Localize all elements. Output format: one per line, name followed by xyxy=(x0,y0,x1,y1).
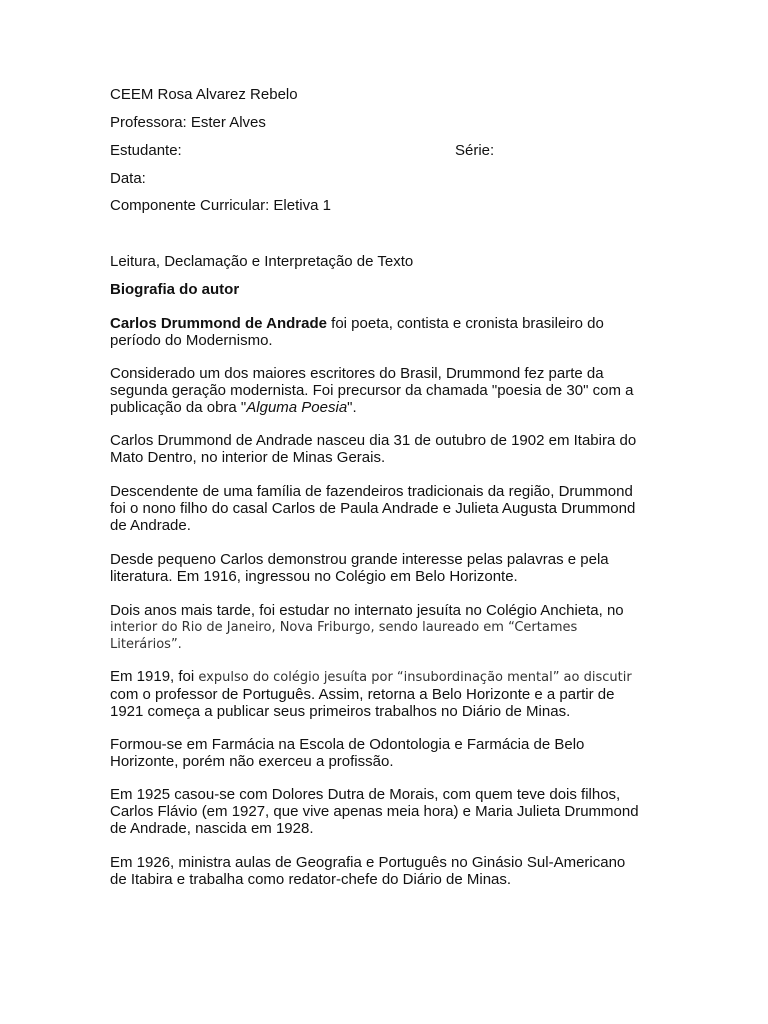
paragraph-line: período do Modernismo. xyxy=(110,332,273,349)
paragraph-line xyxy=(110,315,670,332)
text-span: expulso do colégio jesuíta por “insubordinação mental” ao discutir xyxy=(198,670,632,685)
paragraph-line: Horizonte, porém não exerceu a profissão. xyxy=(110,753,394,770)
paragraph-line: Em 1925 casou-se com Dolores Dutra de Morais, com quem teve dois filhos, xyxy=(110,786,621,803)
text-span: foi poeta, contista e cronista brasileiro do xyxy=(326,315,604,332)
teacher-line: Professora: Ester Alves xyxy=(110,114,266,131)
paragraph-line: com o professor de Português. Assim, retorna a Belo Horizonte e a partir de xyxy=(110,686,615,703)
paragraph-line: 1921 começa a publicar seus primeiros trabalhos no Diário de Minas. xyxy=(110,703,571,720)
paragraph-line: de Itabira e trabalha como redator-chefe do Diário de Minas. xyxy=(110,871,512,888)
paragraph-line: literatura. Em 1916, ingressou no Colégio em Belo Horizonte. xyxy=(110,568,518,585)
paragraph-line: Considerado um dos maiores escritores do Brasil, Drummond fez parte da xyxy=(110,365,604,382)
section-title: Biografia do autor xyxy=(110,281,240,298)
paragraph-line xyxy=(110,668,670,686)
text-span: ". xyxy=(347,399,357,416)
paragraph-line: Carlos Flávio (em 1927, que vive apenas meia hora) e Maria Julieta Drummond xyxy=(110,803,639,820)
author-name: Carlos Drummond de Andrade xyxy=(110,315,327,332)
text-span: publicação da obra " xyxy=(110,399,247,416)
paragraph-intro xyxy=(110,315,670,349)
paragraph-line: segunda geração modernista. Foi precursor da chamada "poesia de 30" com a xyxy=(110,382,634,399)
paragraph-line: Dois anos mais tarde, foi estudar no internato jesuíta no Colégio Anchieta, no xyxy=(110,602,624,619)
paragraph-childhood xyxy=(110,551,670,585)
paragraph-marriage xyxy=(110,786,670,837)
paragraph-line: Mato Dentro, no interior de Minas Gerais. xyxy=(110,449,386,466)
paragraph-modernism xyxy=(110,365,670,416)
paragraph-line: Desde pequeno Carlos demonstrou grande interesse pelas palavras e pela xyxy=(110,551,609,568)
school-name: CEEM Rosa Alvarez Rebelo xyxy=(110,86,298,103)
paragraph-line xyxy=(110,399,670,416)
paragraph-anchieta xyxy=(110,602,670,653)
paragraph-expulsion xyxy=(110,668,670,720)
paragraph-line: de Andrade. xyxy=(110,517,191,534)
paragraph-birth xyxy=(110,432,670,466)
paragraph-family xyxy=(110,483,670,534)
paragraph-line: Em 1926, ministra aulas de Geografia e Português no Ginásio Sul-Americano xyxy=(110,854,626,871)
paragraph-pharmacy xyxy=(110,736,670,770)
text-span: Em 1919, foi xyxy=(110,668,199,685)
date-label: Data: xyxy=(110,170,146,187)
activity-title: Leitura, Declamação e Interpretação de Texto xyxy=(110,253,414,270)
paragraph-line: Carlos Drummond de Andrade nasceu dia 31 de outubro de 1902 em Itabira do xyxy=(110,432,637,449)
paragraph-line: Formou-se em Farmácia na Escola de Odontologia e Farmácia de Belo xyxy=(110,736,585,753)
paragraph-line: interior do Rio de Janeiro, Nova Friburgo, sendo laureado em “Certames xyxy=(110,620,578,635)
paragraph-line: Descendente de uma família de fazendeiros tradicionais da região, Drummond xyxy=(110,483,633,500)
paragraph-teaching xyxy=(110,854,670,888)
grade-label: Série: xyxy=(455,142,495,159)
paragraph-line: foi o nono filho do casal Carlos de Paula Andrade e Julieta Augusta Drummond xyxy=(110,500,636,517)
paragraph-line: de Andrade, nascida em 1928. xyxy=(110,820,314,837)
paragraph-line: Literários”. xyxy=(110,637,182,652)
student-label: Estudante: xyxy=(110,142,182,159)
curricular-component: Componente Curricular: Eletiva 1 xyxy=(110,197,331,214)
book-title: Alguma Poesia xyxy=(246,399,348,416)
